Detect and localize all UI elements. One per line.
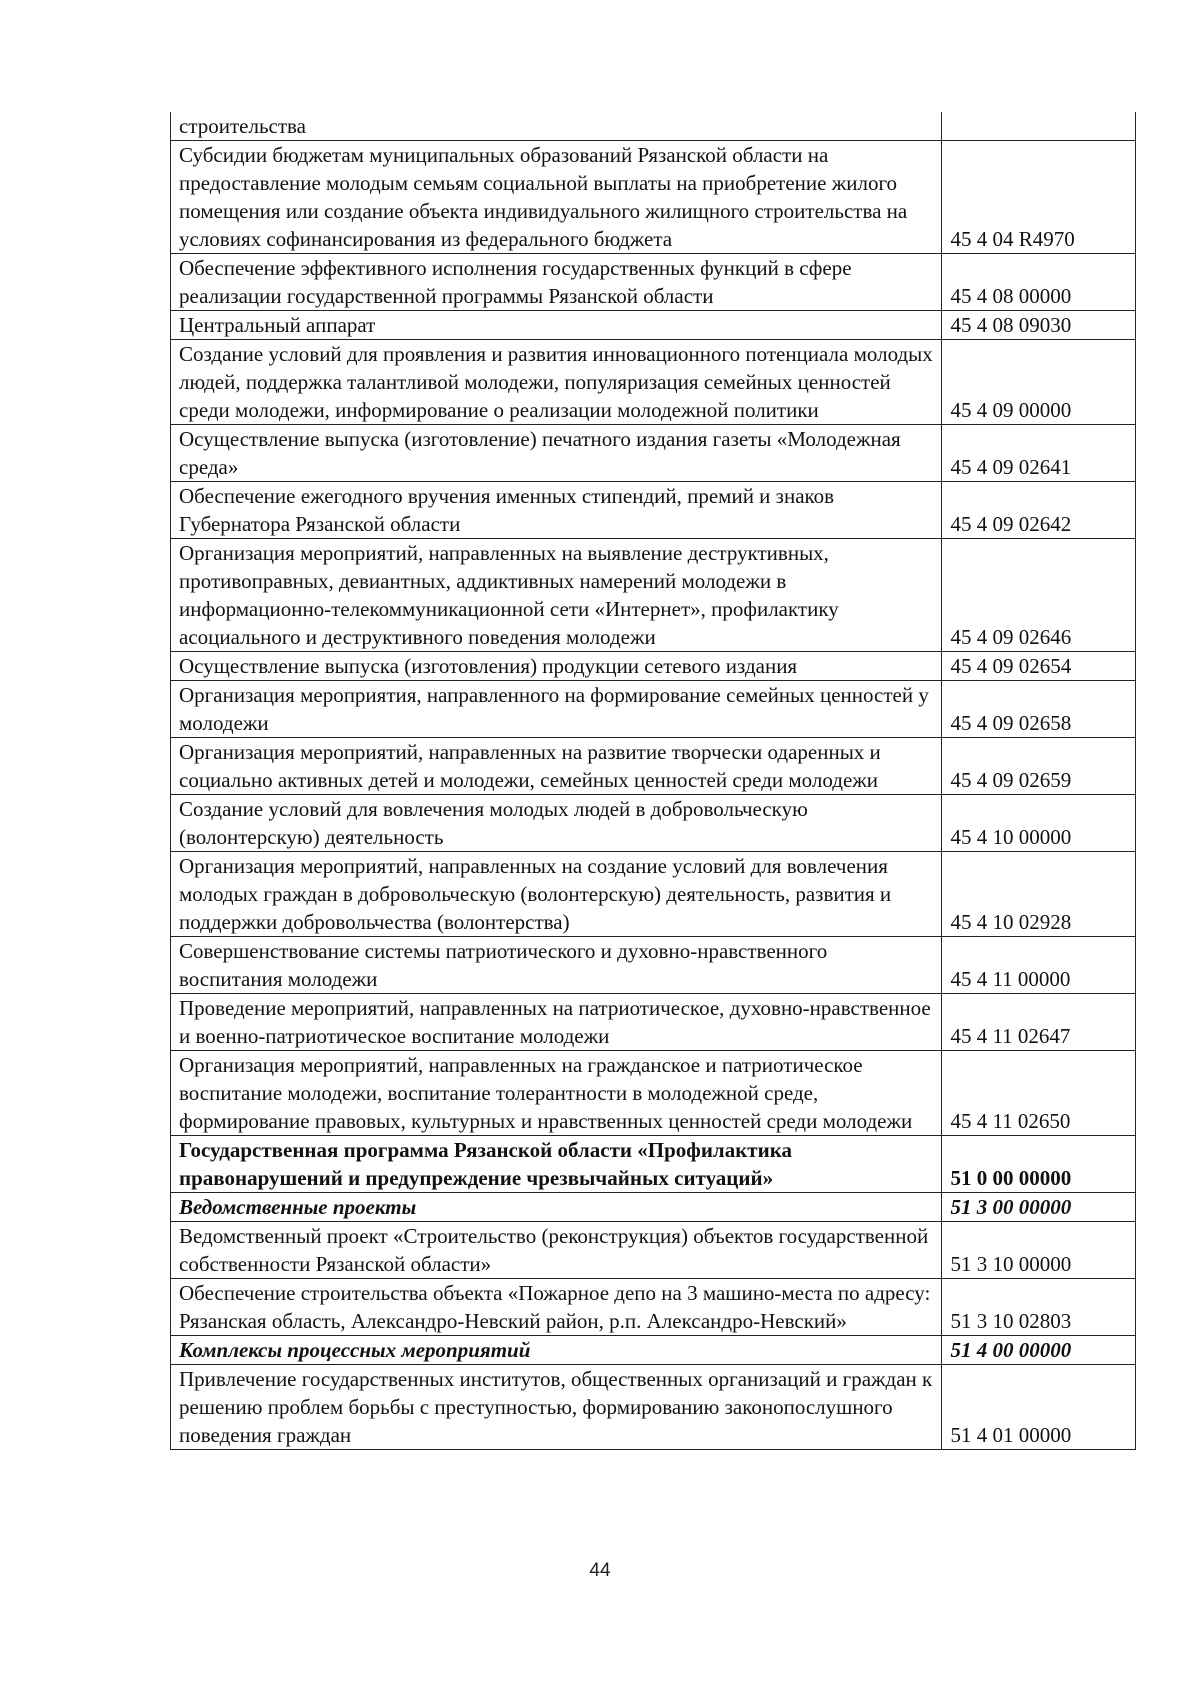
row-code-cell: 45 4 08 09030 <box>942 311 1136 340</box>
row-code-cell: 51 0 00 00000 <box>942 1136 1136 1193</box>
row-name-cell: Организация мероприятий, направленных на гражданское и патриотическое воспитание молодежи, воспитание толерантности в молодежной среде, формирование правовых, культурных и нравственных ценностей среди молодежи <box>171 1051 942 1136</box>
row-name-cell: Субсидии бюджетам муниципальных образований Рязанской области на предоставление молодым семьям социальной выплаты на приобретение жилого помещения или создание объекта индивидуального жилищного строительства на условиях софинансирования из федерального бюджета <box>171 141 942 254</box>
row-code-cell: 45 4 09 02654 <box>942 652 1136 681</box>
row-name-cell: Комплексы процессных мероприятий <box>171 1336 942 1365</box>
table-row <box>171 681 1136 738</box>
table-row <box>171 425 1136 482</box>
row-name-cell: Создание условий для вовлечения молодых людей в добровольческую (волонтерскую) деятельность <box>171 795 942 852</box>
table-row <box>171 254 1136 311</box>
row-code-cell <box>942 112 1136 141</box>
row-code-cell: 45 4 08 00000 <box>942 254 1136 311</box>
row-name-cell: Организация мероприятий, направленных на развитие творчески одаренных и социально активных детей и молодежи, семейных ценностей среди молодежи <box>171 738 942 795</box>
budget-classification-table <box>170 112 1136 1450</box>
row-name-cell: Государственная программа Рязанской области «Профилактика правонарушений и предупреждение чрезвычайных ситуаций» <box>171 1136 942 1193</box>
row-code-cell: 51 4 01 00000 <box>942 1365 1136 1450</box>
table-row <box>171 652 1136 681</box>
row-name-cell: Обеспечение ежегодного вручения именных стипендий, премий и знаков Губернатора Рязанской области <box>171 482 942 539</box>
row-name-cell: Ведомственные проекты <box>171 1193 942 1222</box>
row-code-cell: 51 3 10 02803 <box>942 1279 1136 1336</box>
table-row <box>171 539 1136 652</box>
table-row <box>171 937 1136 994</box>
row-code-cell: 45 4 09 02642 <box>942 482 1136 539</box>
row-code-cell: 45 4 11 00000 <box>942 937 1136 994</box>
row-name-cell: Центральный аппарат <box>171 311 942 340</box>
row-code-cell: 51 3 00 00000 <box>942 1193 1136 1222</box>
table-row <box>171 1136 1136 1193</box>
table-body <box>171 112 1136 1450</box>
table-row <box>171 1365 1136 1450</box>
row-code-cell: 45 4 04 R4970 <box>942 141 1136 254</box>
row-name-cell: Ведомственный проект «Строительство (реконструкция) объектов государственной собственности Рязанской области» <box>171 1222 942 1279</box>
row-name-cell: Совершенствование системы патриотического и духовно-нравственного воспитания молодежи <box>171 937 942 994</box>
page-number: 44 <box>589 1560 611 1581</box>
table-row <box>171 1336 1136 1365</box>
row-name-cell: Осуществление выпуска (изготовление) печатного издания газеты «Молодежная среда» <box>171 425 942 482</box>
table-row <box>171 482 1136 539</box>
row-name-cell: Обеспечение эффективного исполнения государственных функций в сфере реализации государственной программы Рязанской области <box>171 254 942 311</box>
table-row <box>171 738 1136 795</box>
table-row <box>171 852 1136 937</box>
row-name-cell: Проведение мероприятий, направленных на патриотическое, духовно-нравственное и военно-патриотическое воспитание молодежи <box>171 994 942 1051</box>
row-code-cell: 45 4 09 02641 <box>942 425 1136 482</box>
table-row <box>171 1051 1136 1136</box>
table-row <box>171 1193 1136 1222</box>
row-name-cell: Привлечение государственных институтов, общественных организаций и граждан к решению проблем борьбы с преступностью, формированию законопослушного поведения граждан <box>171 1365 942 1450</box>
row-code-cell: 45 4 09 02646 <box>942 539 1136 652</box>
row-code-cell: 51 3 10 00000 <box>942 1222 1136 1279</box>
row-code-cell: 45 4 09 02659 <box>942 738 1136 795</box>
table-row <box>171 141 1136 254</box>
table-row <box>171 1279 1136 1336</box>
row-name-cell: Организация мероприятий, направленных на создание условий для вовлечения молодых граждан в добровольческую (волонтерскую) деятельность, развития и поддержки добровольчества (волонтерства) <box>171 852 942 937</box>
table-row <box>171 795 1136 852</box>
row-code-cell: 51 4 00 00000 <box>942 1336 1136 1365</box>
row-name-cell: Организация мероприятия, направленного на формирование семейных ценностей у молодежи <box>171 681 942 738</box>
table-row <box>171 311 1136 340</box>
row-code-cell: 45 4 11 02650 <box>942 1051 1136 1136</box>
row-code-cell: 45 4 10 00000 <box>942 795 1136 852</box>
row-name-cell: Осуществление выпуска (изготовления) продукции сетевого издания <box>171 652 942 681</box>
row-name-cell: Создание условий для проявления и развития инновационного потенциала молодых людей, поддержка талантливой молодежи, популяризация семейных ценностей среди молодежи, информирование о реализации молодежной политики <box>171 340 942 425</box>
table-row <box>171 340 1136 425</box>
row-name-cell: Организация мероприятий, направленных на выявление деструктивных, противоправных, девиантных, аддиктивных намерений молодежи в информационно-телекоммуникационной сети «Интернет», профилактику асоциального и деструктивного поведения молодежи <box>171 539 942 652</box>
table-row <box>171 112 1136 141</box>
row-code-cell: 45 4 09 02658 <box>942 681 1136 738</box>
table-row <box>171 994 1136 1051</box>
row-code-cell: 45 4 09 00000 <box>942 340 1136 425</box>
row-code-cell: 45 4 11 02647 <box>942 994 1136 1051</box>
row-name-cell: строительства <box>171 112 942 141</box>
row-code-cell: 45 4 10 02928 <box>942 852 1136 937</box>
table-row <box>171 1222 1136 1279</box>
row-name-cell: Обеспечение строительства объекта «Пожарное депо на 3 машино-места по адресу: Рязанская область, Александро-Невский район, р.п. Александро-Невский» <box>171 1279 942 1336</box>
